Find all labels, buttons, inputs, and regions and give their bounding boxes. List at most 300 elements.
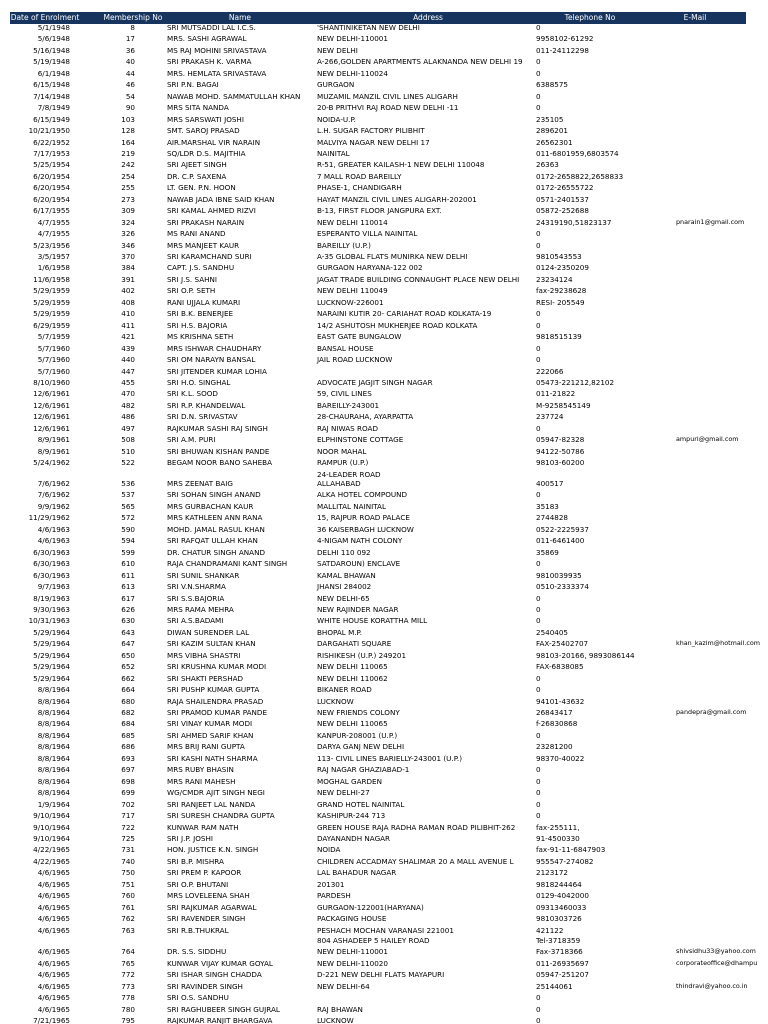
enrolment-date-cell: 4/7/1955 bbox=[37, 229, 70, 239]
enrolment-date-cell: 10/31/1963 bbox=[28, 616, 70, 626]
telephone-cell: 0 bbox=[536, 811, 541, 821]
enrolment-date-cell: 8/19/1963 bbox=[33, 593, 70, 603]
enrolment-date-cell: 5/29/1964 bbox=[33, 673, 70, 683]
address-cell: NOIDA-U.P. bbox=[317, 114, 356, 124]
telephone-cell: 0 bbox=[536, 765, 541, 775]
member-name-cell: SRI PRAKASH K. VARMA bbox=[167, 57, 252, 67]
address-cell: A-35 GLOBAL FLATS MUNIRKA NEW DELHI bbox=[317, 252, 468, 261]
membership-no-cell: 652 bbox=[121, 662, 135, 672]
enrolment-date-cell: 9/10/1964 bbox=[33, 822, 70, 832]
table-row bbox=[0, 535, 768, 546]
member-name-cell: SRI KRUSHNA KUMAR MODI bbox=[167, 662, 267, 672]
member-name-cell: SRI P.N. BAGAI bbox=[167, 80, 219, 90]
enrolment-date-cell: 8/8/1964 bbox=[37, 788, 70, 798]
address-cell: GURGAON HARYANA-122 002 bbox=[317, 263, 423, 273]
telephone-cell: 421122 bbox=[536, 925, 564, 935]
membership-no-cell: 762 bbox=[121, 914, 135, 924]
table-row bbox=[0, 171, 768, 182]
table-row bbox=[0, 524, 768, 535]
table-row bbox=[0, 627, 768, 638]
table-row bbox=[0, 114, 768, 125]
table-row bbox=[0, 799, 768, 810]
address-cell: BANSAL HOUSE bbox=[317, 343, 374, 353]
membership-no-cell: 613 bbox=[121, 582, 135, 592]
membership-no-cell: 751 bbox=[121, 879, 135, 889]
telephone-cell: 9810303726 bbox=[536, 914, 582, 924]
member-name-cell: SRI H.S. BAJORIA bbox=[167, 320, 228, 330]
telephone-cell: 0510-2333374 bbox=[536, 582, 589, 592]
address-cell: 804 ASHADEEP 5 HAILEY ROAD bbox=[317, 936, 430, 945]
membership-no-cell: 309 bbox=[121, 206, 135, 216]
table-row bbox=[0, 958, 768, 969]
enrolment-date-cell: 4/6/1965 bbox=[37, 879, 70, 889]
email-cell: corporateoffice@dhampu bbox=[676, 958, 758, 967]
enrolment-date-cell: 7/21/1965 bbox=[33, 1016, 70, 1024]
table-row bbox=[0, 274, 768, 285]
membership-no-cell: 36 bbox=[125, 45, 135, 55]
address-cell: NEW FRIENDS COLONY bbox=[317, 708, 400, 717]
telephone-cell: 0 bbox=[536, 788, 541, 798]
enrolment-date-cell: 5/25/1954 bbox=[33, 160, 70, 170]
member-name-cell: SRI A.S.BADAMI bbox=[167, 616, 224, 626]
membership-no-cell: 594 bbox=[121, 536, 135, 546]
table-row bbox=[0, 730, 768, 741]
member-name-cell: SRI VINAY KUMAR MODI bbox=[167, 719, 253, 729]
table-row bbox=[0, 411, 768, 422]
telephone-cell: 23234124 bbox=[536, 274, 573, 284]
telephone-cell: 0 bbox=[536, 604, 541, 614]
membership-no-cell: 346 bbox=[121, 240, 135, 250]
member-name-cell: SRI PREM P. KAPOOR bbox=[167, 868, 242, 878]
address-cell: R-51, GREATER KAILASH-1 NEW DELHI 110048 bbox=[317, 160, 485, 170]
table-row bbox=[0, 91, 768, 102]
address-cell: 59, CIVIL LINES bbox=[317, 389, 372, 399]
address-cell: BAREILLY-243001 bbox=[317, 400, 380, 410]
email-cell: pnarain1@gmail.com bbox=[676, 217, 745, 226]
membership-no-cell: 408 bbox=[121, 297, 135, 307]
address-cell: D-221 NEW DELHI FLATS MAYAPURI bbox=[317, 970, 445, 980]
membership-no-cell: 44 bbox=[125, 68, 135, 78]
address-cell: JAGAT TRADE BUILDING CONNAUGHT PLACE NEW DELHI bbox=[317, 274, 520, 284]
telephone-cell: 0 bbox=[536, 616, 541, 626]
table-row bbox=[0, 194, 768, 205]
address-cell: NEW DELHI bbox=[317, 45, 358, 55]
membership-no-cell: 421 bbox=[121, 332, 135, 342]
address-cell: MOGHAL GARDEN bbox=[317, 776, 382, 786]
table-row bbox=[0, 33, 768, 44]
table-row bbox=[0, 320, 768, 331]
telephone-cell: 9810543553 bbox=[536, 252, 582, 261]
telephone-cell: 222066 bbox=[536, 366, 564, 376]
address-cell: NEW DELHI-110001 bbox=[317, 947, 388, 957]
enrolment-date-cell: 9/10/1964 bbox=[33, 811, 70, 821]
membership-no-cell: 717 bbox=[121, 811, 135, 821]
table-row bbox=[0, 285, 768, 296]
membership-no-cell: 626 bbox=[121, 604, 135, 614]
telephone-cell: fax-255111, bbox=[536, 822, 580, 832]
membership-no-cell: 698 bbox=[121, 776, 135, 786]
table-row bbox=[0, 684, 768, 695]
address-note: 24-LEADER ROAD bbox=[317, 470, 381, 479]
address-cell: NEW DELHI 110049 bbox=[317, 286, 388, 296]
email-cell: thindravi@yahoo.co.in bbox=[676, 981, 748, 990]
membership-no-cell: 164 bbox=[121, 137, 135, 147]
telephone-cell: 35183 bbox=[536, 501, 559, 511]
member-name-cell: SRI R.P. KHANDELWAL bbox=[167, 400, 246, 410]
table-row bbox=[0, 661, 768, 672]
membership-no-cell: 764 bbox=[121, 947, 135, 957]
table-row bbox=[0, 638, 768, 649]
member-name-cell: SRI A.M. PURI bbox=[167, 435, 216, 445]
telephone-cell: 26363 bbox=[536, 160, 559, 170]
address-cell: B-13, FIRST FLOOR JANGPURA EXT. bbox=[317, 206, 442, 216]
member-name-cell: MS RANI ANAND bbox=[167, 229, 226, 239]
telephone-cell: 35869 bbox=[536, 547, 559, 557]
telephone-cell: M-9258545149 bbox=[536, 400, 591, 410]
table-row bbox=[0, 343, 768, 354]
enrolment-date-cell: 4/22/1965 bbox=[33, 845, 70, 855]
membership-no-cell: 326 bbox=[121, 229, 135, 239]
table-row bbox=[0, 240, 768, 251]
telephone-cell: 25144061 bbox=[536, 981, 573, 991]
table-row bbox=[0, 707, 768, 718]
member-name-cell: SRI S.S.BAJORIA bbox=[167, 593, 225, 603]
telephone-cell: 0 bbox=[536, 57, 541, 67]
telephone-cell: 0 bbox=[536, 776, 541, 786]
address-cell: ALKA HOTEL COMPOUND bbox=[317, 490, 408, 500]
telephone-cell: 2540405 bbox=[536, 627, 569, 637]
member-name-cell: SRI B.K. BENERJEE bbox=[167, 309, 234, 319]
member-name-cell: SRI ISHAR SINGH CHADDA bbox=[167, 970, 262, 980]
telephone-cell: 0571-2401537 bbox=[536, 194, 589, 204]
telephone-cell: FAX-25402707 bbox=[536, 639, 589, 649]
membership-no-cell: 772 bbox=[121, 970, 135, 980]
membership-no-cell: 370 bbox=[121, 252, 135, 261]
telephone-cell: fax-29238628 bbox=[536, 286, 587, 296]
membership-no-cell: 650 bbox=[121, 650, 135, 660]
header-email: E-Mail bbox=[683, 13, 707, 22]
telephone-cell: 94101-43632 bbox=[536, 696, 585, 706]
address-cell: EAST GATE BUNGALOW bbox=[317, 332, 402, 342]
telephone-cell: 0 bbox=[536, 320, 541, 330]
member-name-cell: MRS MANJEET KAUR bbox=[167, 240, 240, 250]
enrolment-date-cell: 11/6/1958 bbox=[33, 274, 70, 284]
membership-no-cell: 510 bbox=[121, 446, 135, 456]
enrolment-date-cell: 5/29/1964 bbox=[33, 662, 70, 672]
table-row bbox=[0, 879, 768, 890]
telephone-cell: 0 bbox=[536, 23, 541, 32]
enrolment-date-cell: 7/6/1962 bbox=[37, 490, 70, 500]
member-name-cell: MRS ISHWAR CHAUDHARY bbox=[167, 343, 262, 353]
membership-no-cell: 682 bbox=[121, 708, 135, 717]
address-cell: WHITE HOUSE KORATTHA MILL bbox=[317, 616, 428, 626]
address-cell: NEW DELHI-65 bbox=[317, 593, 370, 603]
table-row bbox=[0, 913, 768, 924]
table-row bbox=[0, 377, 768, 388]
enrolment-date-cell: 6/15/1949 bbox=[33, 114, 70, 124]
address-cell: NEW DELHI 110062 bbox=[317, 673, 388, 683]
membership-no-cell: 536 bbox=[121, 479, 135, 488]
table-row bbox=[0, 366, 768, 377]
telephone-cell: 0172-2658822,2658833 bbox=[536, 171, 624, 181]
telephone-cell: 0 bbox=[536, 68, 541, 78]
member-name-cell: SRI SUNIL SHANKAR bbox=[167, 570, 240, 580]
membership-no-cell: 565 bbox=[121, 501, 135, 511]
telephone-cell: fax-91-11-6847903 bbox=[536, 845, 606, 855]
address-cell: PARDESH bbox=[317, 891, 351, 901]
table-row bbox=[0, 400, 768, 411]
telephone-cell: 23281200 bbox=[536, 742, 573, 752]
member-name-cell: DR. S.S. SIDDHU bbox=[167, 947, 227, 957]
enrolment-date-cell: 9/10/1964 bbox=[33, 833, 70, 843]
membership-no-cell: 54 bbox=[125, 91, 135, 101]
enrolment-date-cell: 4/6/1965 bbox=[37, 914, 70, 924]
membership-no-cell: 722 bbox=[121, 822, 135, 832]
member-name-cell: SRI RAGHUBEER SINGH GUJRAL bbox=[167, 1004, 280, 1014]
telephone-cell: 011-6461400 bbox=[536, 536, 585, 546]
telephone-cell: 98103-60200 bbox=[536, 458, 585, 468]
telephone-cell: 0 bbox=[536, 309, 541, 319]
enrolment-date-cell: 5/7/1960 bbox=[37, 366, 70, 376]
address-cell: 201301 bbox=[317, 879, 345, 889]
member-name-cell: SRI AHMED SARIF KHAN bbox=[167, 730, 254, 740]
telephone-cell: 0 bbox=[536, 993, 541, 1003]
table-row bbox=[0, 478, 768, 489]
member-name-cell: MRS. HEMLATA SRIVASTAVA bbox=[167, 68, 267, 78]
table-row bbox=[0, 570, 768, 581]
membership-no-cell: 254 bbox=[121, 171, 135, 181]
membership-no-cell: 455 bbox=[121, 377, 135, 387]
member-name-cell: SRI B.P. MISHRA bbox=[167, 856, 224, 866]
enrolment-date-cell: 12/6/1961 bbox=[33, 423, 70, 433]
table-row bbox=[0, 856, 768, 867]
enrolment-date-cell: 11/29/1962 bbox=[28, 513, 70, 523]
member-name-cell: SRI RAFQAT ULLAH KHAN bbox=[167, 536, 258, 546]
address-cell: ALLAHABAD bbox=[317, 479, 361, 488]
membership-no-cell: 611 bbox=[121, 570, 135, 580]
address-cell: NEW DELHI-110001 bbox=[317, 34, 388, 44]
telephone-cell: 0 bbox=[536, 343, 541, 353]
member-name-cell: SRI RAVENDER SINGH bbox=[167, 914, 246, 924]
table-row bbox=[0, 833, 768, 844]
table-row bbox=[0, 593, 768, 604]
member-name-cell: SRI D.N. SRIVASTAV bbox=[167, 412, 238, 422]
address-cell: JAIL ROAD LUCKNOW bbox=[317, 355, 393, 365]
enrolment-date-cell: 10/21/1950 bbox=[28, 126, 70, 136]
member-name-cell: DIWAN SURENDER LAL bbox=[167, 627, 250, 637]
telephone-cell: 0 bbox=[536, 1004, 541, 1014]
member-name-cell: HON. JUSTICE K.N. SINGH bbox=[167, 845, 259, 855]
member-name-cell: MRS RUBY BHASIN bbox=[167, 765, 234, 775]
telephone-cell: 24319190,51823137 bbox=[536, 217, 612, 227]
member-name-cell: MRS SARSWATI JOSHI bbox=[167, 114, 244, 124]
telephone-cell: 05473-221212,82102 bbox=[536, 377, 615, 387]
table-row bbox=[0, 56, 768, 67]
table-row bbox=[0, 776, 768, 787]
membership-no-cell: 725 bbox=[121, 833, 135, 843]
email-cell: khan_kazim@hotmail.com bbox=[676, 639, 761, 648]
address-cell: NOOR MAHAL bbox=[317, 446, 367, 456]
address-cell: DARYA GANJ NEW DELHI bbox=[317, 742, 405, 752]
membership-no-cell: 610 bbox=[121, 559, 135, 569]
membership-no-cell: 8 bbox=[130, 23, 135, 32]
enrolment-date-cell: 8/8/1964 bbox=[37, 708, 70, 717]
telephone-cell: 0 bbox=[536, 799, 541, 809]
address-cell: LUCKNOW bbox=[317, 1016, 354, 1024]
member-name-cell: MRS SITA NANDA bbox=[167, 103, 229, 113]
membership-no-cell: 410 bbox=[121, 309, 135, 319]
address-cell: KAMAL BHAWAN bbox=[317, 570, 376, 580]
telephone-cell: 400517 bbox=[536, 479, 564, 488]
member-name-cell: MRS BRIJ RANI GUPTA bbox=[167, 742, 245, 752]
membership-no-cell: 508 bbox=[121, 435, 135, 445]
table-row bbox=[0, 423, 768, 434]
table-row bbox=[0, 1015, 768, 1024]
membership-no-cell: 447 bbox=[121, 366, 135, 376]
enrolment-date-cell: 8/8/1964 bbox=[37, 753, 70, 763]
address-cell: NARAINI KUTIR 20- CARIAHAT ROAD KOLKATA-19 bbox=[317, 309, 492, 319]
enrolment-date-cell: 6/20/1954 bbox=[33, 171, 70, 181]
table-row bbox=[0, 45, 768, 56]
enrolment-date-cell: 4/6/1965 bbox=[37, 970, 70, 980]
table-row bbox=[0, 604, 768, 615]
membership-no-cell: 470 bbox=[121, 389, 135, 399]
address-cell: NEW DELHI-27 bbox=[317, 788, 370, 798]
membership-no-cell: 486 bbox=[121, 412, 135, 422]
telephone-cell: Fax-3718366 bbox=[536, 947, 583, 957]
table-row bbox=[0, 890, 768, 901]
telephone-cell: 05947-251207 bbox=[536, 970, 589, 980]
membership-no-cell: 482 bbox=[121, 400, 135, 410]
table-row bbox=[0, 512, 768, 523]
membership-no-cell: 795 bbox=[121, 1016, 135, 1024]
member-name-cell: MRS RAMA MEHRA bbox=[167, 604, 234, 614]
address-cell: JHANSI 284002 bbox=[317, 582, 372, 592]
member-name-cell: SRI K.L. SOOD bbox=[167, 389, 218, 399]
membership-no-cell: 685 bbox=[121, 730, 135, 740]
telephone-cell: 0 bbox=[536, 103, 541, 113]
table-row bbox=[0, 331, 768, 342]
member-name-cell: CAPT. J.S. SANDHU bbox=[167, 263, 235, 273]
member-name-cell: MRS. SASHI AGRAWAL bbox=[167, 34, 247, 44]
address-cell: GURGAON-122001(HARYANA) bbox=[317, 902, 424, 912]
enrolment-date-cell: 5/1/1948 bbox=[37, 23, 70, 32]
member-name-cell: MRS RANI MAHESH bbox=[167, 776, 236, 786]
membership-no-cell: 590 bbox=[121, 524, 135, 534]
telephone-cell: 235105 bbox=[536, 114, 564, 124]
membership-no-cell: 773 bbox=[121, 981, 135, 991]
member-name-cell: LT. GEN. P.N. HOON bbox=[167, 183, 236, 193]
enrolment-date-cell: 6/30/1963 bbox=[33, 559, 70, 569]
enrolment-date-cell: 8/8/1964 bbox=[37, 776, 70, 786]
address-cell: RISHIKESH (U.P.) 249201 bbox=[317, 650, 407, 660]
membership-no-cell: 617 bbox=[121, 593, 135, 603]
member-name-cell: SRI RAJKUMAR AGARWAL bbox=[167, 902, 257, 912]
table-row bbox=[0, 79, 768, 90]
telephone-cell: 9818515139 bbox=[536, 332, 582, 342]
table-row bbox=[0, 764, 768, 775]
member-name-cell: RAJKUMAR RANJIT BHARGAVA bbox=[167, 1016, 273, 1024]
table-row bbox=[0, 457, 768, 468]
enrolment-date-cell: 5/29/1964 bbox=[33, 639, 70, 649]
telephone-cell: 9810039935 bbox=[536, 570, 582, 580]
table-row bbox=[0, 753, 768, 764]
table-row bbox=[0, 1004, 768, 1015]
member-name-cell: SRI RANJEET LAL NANDA bbox=[167, 799, 256, 809]
address-cell: ADVOCATE JAGJIT SINGH NAGAR bbox=[317, 377, 433, 387]
telephone-cell: 0 bbox=[536, 593, 541, 603]
address-cell: RAMPUR (U.P.) bbox=[317, 458, 369, 468]
table-row bbox=[0, 501, 768, 512]
membership-no-cell: 630 bbox=[121, 616, 135, 626]
address-cell: NOIDA bbox=[317, 845, 341, 855]
address-cell: NEW DELHI 110065 bbox=[317, 719, 388, 729]
table-row bbox=[0, 217, 768, 228]
member-name-cell: SRI KASHI NATH SHARMA bbox=[167, 753, 258, 763]
enrolment-date-cell: 4/7/1955 bbox=[37, 217, 70, 227]
enrolment-date-cell: 12/6/1961 bbox=[33, 389, 70, 399]
enrolment-date-cell: 5/29/1959 bbox=[33, 286, 70, 296]
enrolment-date-cell: 12/6/1961 bbox=[33, 400, 70, 410]
address-cell: GRAND HOTEL NAINITAL bbox=[317, 799, 405, 809]
membership-no-cell: 46 bbox=[125, 80, 135, 90]
member-name-cell: SRI JITENDER KUMAR LOHIA bbox=[167, 366, 267, 376]
enrolment-date-cell: 8/9/1961 bbox=[37, 435, 70, 445]
address-cell: HAYAT MANZIL CIVIL LINES ALIGARH-202001 bbox=[317, 194, 477, 204]
membership-no-cell: 439 bbox=[121, 343, 135, 353]
table-row bbox=[0, 68, 768, 79]
header-name: Name bbox=[228, 13, 252, 22]
enrolment-date-cell: 12/6/1961 bbox=[33, 412, 70, 422]
telephone-cell: FAX-6838085 bbox=[536, 662, 584, 672]
telephone-cell: 09313460033 bbox=[536, 902, 587, 912]
member-name-cell: DR. CHATUR SINGH ANAND bbox=[167, 547, 265, 557]
enrolment-date-cell: 5/16/1948 bbox=[33, 45, 70, 55]
address-cell: DARGAHATI SQUARE bbox=[317, 639, 392, 649]
telephone-cell: 94122-50786 bbox=[536, 446, 585, 456]
membership-no-cell: 697 bbox=[121, 765, 135, 775]
enrolment-date-cell: 4/6/1965 bbox=[37, 1004, 70, 1014]
membership-no-cell: 702 bbox=[121, 799, 135, 809]
member-name-cell: RAJKUMAR SASHI RAJ SINGH bbox=[167, 423, 268, 433]
enrolment-date-cell: 3/5/1957 bbox=[37, 252, 70, 261]
telephone-cell: 26562301 bbox=[536, 137, 573, 147]
table-row bbox=[0, 696, 768, 707]
enrolment-date-cell: 5/23/1956 bbox=[33, 240, 70, 250]
member-name-cell: SRI KARAMCHAND SURI bbox=[167, 252, 252, 261]
address-cell: PACKAGING HOUSE bbox=[317, 914, 387, 924]
enrolment-date-cell: 5/6/1948 bbox=[37, 34, 70, 44]
address-cell: ELPHINSTONE COTTAGE bbox=[317, 435, 404, 445]
enrolment-date-cell: 8/8/1964 bbox=[37, 719, 70, 729]
telephone-cell: 9958102-61292 bbox=[536, 34, 594, 44]
enrolment-date-cell: 6/22/1952 bbox=[33, 137, 70, 147]
table-row bbox=[0, 902, 768, 913]
membership-no-cell: 537 bbox=[121, 490, 135, 500]
enrolment-date-cell: 4/6/1965 bbox=[37, 947, 70, 957]
telephone-cell: 011-24112298 bbox=[536, 45, 589, 55]
table-row bbox=[0, 741, 768, 752]
membership-no-cell: 273 bbox=[121, 194, 135, 204]
member-name-cell: RAJA SHAILENDRA PRASAD bbox=[167, 696, 264, 706]
membership-no-cell: 731 bbox=[121, 845, 135, 855]
address-cell: KANPUR-208001 (U.P.) bbox=[317, 730, 398, 740]
address-cell: LUCKNOW-226001 bbox=[317, 297, 384, 307]
table-row bbox=[0, 581, 768, 592]
table-row bbox=[0, 946, 768, 957]
telephone-cell: 0172-26555722 bbox=[536, 183, 594, 193]
enrolment-date-cell: 4/6/1963 bbox=[37, 524, 70, 534]
